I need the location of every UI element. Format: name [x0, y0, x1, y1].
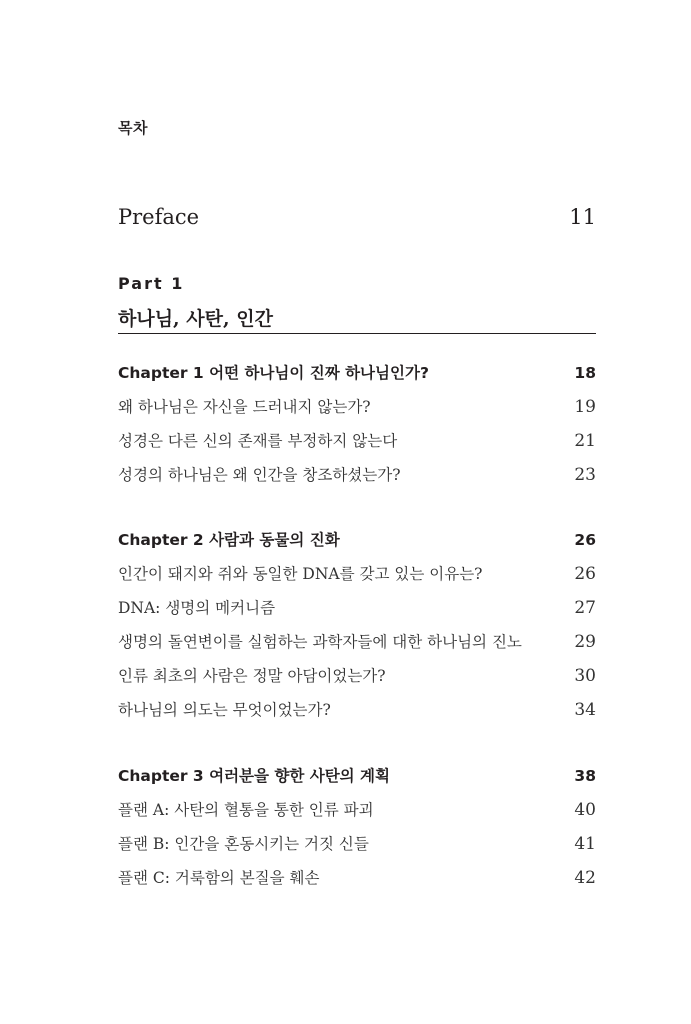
- chapter-1-section: [118, 356, 596, 492]
- toc-page: [118, 0, 596, 1024]
- chapter-title: Chapter 2 사람과 동물의 진화: [118, 531, 340, 549]
- entry-title: 성경의 하나님은 왜 인간을 창조하셨는가?: [118, 466, 401, 484]
- chapter-page-number: 18: [574, 364, 596, 382]
- entry-title: 인간이 돼지와 쥐와 동일한 DNA를 갖고 있는 이유는?: [118, 565, 483, 583]
- entry-title: DNA: 생명의 메커니즘: [118, 599, 276, 617]
- toc-preface-row[interactable]: [118, 205, 596, 233]
- entry-page-number: 40: [574, 800, 596, 820]
- entry-page-number: 19: [574, 397, 596, 417]
- entry-page-number: 23: [574, 465, 596, 485]
- chapter-heading-row[interactable]: [118, 759, 596, 793]
- entry-page-number: 26: [574, 564, 596, 584]
- entry-title: 인류 최초의 사람은 정말 아담이었는가?: [118, 667, 386, 685]
- preface-page-number: 11: [569, 205, 596, 229]
- entry-title: 성경은 다른 신의 존재를 부정하지 않는다: [118, 432, 398, 450]
- toc-entry-row[interactable]: [118, 659, 596, 693]
- entry-page-number: 21: [574, 431, 596, 451]
- chapter-heading-row[interactable]: [118, 356, 596, 390]
- toc-entry-row[interactable]: [118, 458, 596, 492]
- part-divider: [118, 333, 596, 334]
- toc-entry-row[interactable]: [118, 591, 596, 625]
- entry-title: 생명의 돌연변이를 실험하는 과학자들에 대한 하나님의 진노: [118, 633, 522, 651]
- entry-title: 왜 하나님은 자신을 드러내지 않는가?: [118, 398, 371, 416]
- entry-title: 플랜 C: 거룩함의 본질을 훼손: [118, 869, 320, 887]
- entry-title: 플랜 A: 사탄의 혈통을 통한 인류 파괴: [118, 801, 374, 819]
- entry-title: 하나님의 의도는 무엇이었는가?: [118, 701, 331, 719]
- part-label: Part 1: [118, 274, 185, 293]
- entry-page-number: 42: [574, 868, 596, 888]
- toc-entry-row[interactable]: [118, 557, 596, 591]
- toc-entry-row[interactable]: [118, 793, 596, 827]
- entry-page-number: 27: [574, 598, 596, 618]
- toc-entry-row[interactable]: [118, 827, 596, 861]
- entry-page-number: 34: [574, 700, 596, 720]
- chapter-heading-row[interactable]: [118, 523, 596, 557]
- preface-title: Preface: [118, 205, 200, 229]
- entry-page-number: 29: [574, 632, 596, 652]
- toc-entry-row[interactable]: [118, 424, 596, 458]
- toc-title: 목차: [118, 120, 148, 137]
- entry-title: 플랜 B: 인간을 혼동시키는 거짓 신들: [118, 835, 369, 853]
- chapter-page-number: 26: [574, 531, 596, 549]
- toc-entry-row[interactable]: [118, 390, 596, 424]
- toc-entry-row[interactable]: [118, 625, 596, 659]
- entry-page-number: 41: [574, 834, 596, 854]
- chapter-page-number: 38: [574, 767, 596, 785]
- part-title: 하나님, 사탄, 인간: [118, 308, 273, 330]
- chapter-2-section: [118, 523, 596, 727]
- chapter-title: Chapter 1 어떤 하나님이 진짜 하나님인가?: [118, 364, 429, 382]
- toc-entry-row[interactable]: [118, 861, 596, 895]
- chapter-3-section: [118, 759, 596, 895]
- toc-entry-row[interactable]: [118, 693, 596, 727]
- chapter-title: Chapter 3 여러분을 향한 사탄의 계획: [118, 767, 391, 785]
- entry-page-number: 30: [574, 666, 596, 686]
